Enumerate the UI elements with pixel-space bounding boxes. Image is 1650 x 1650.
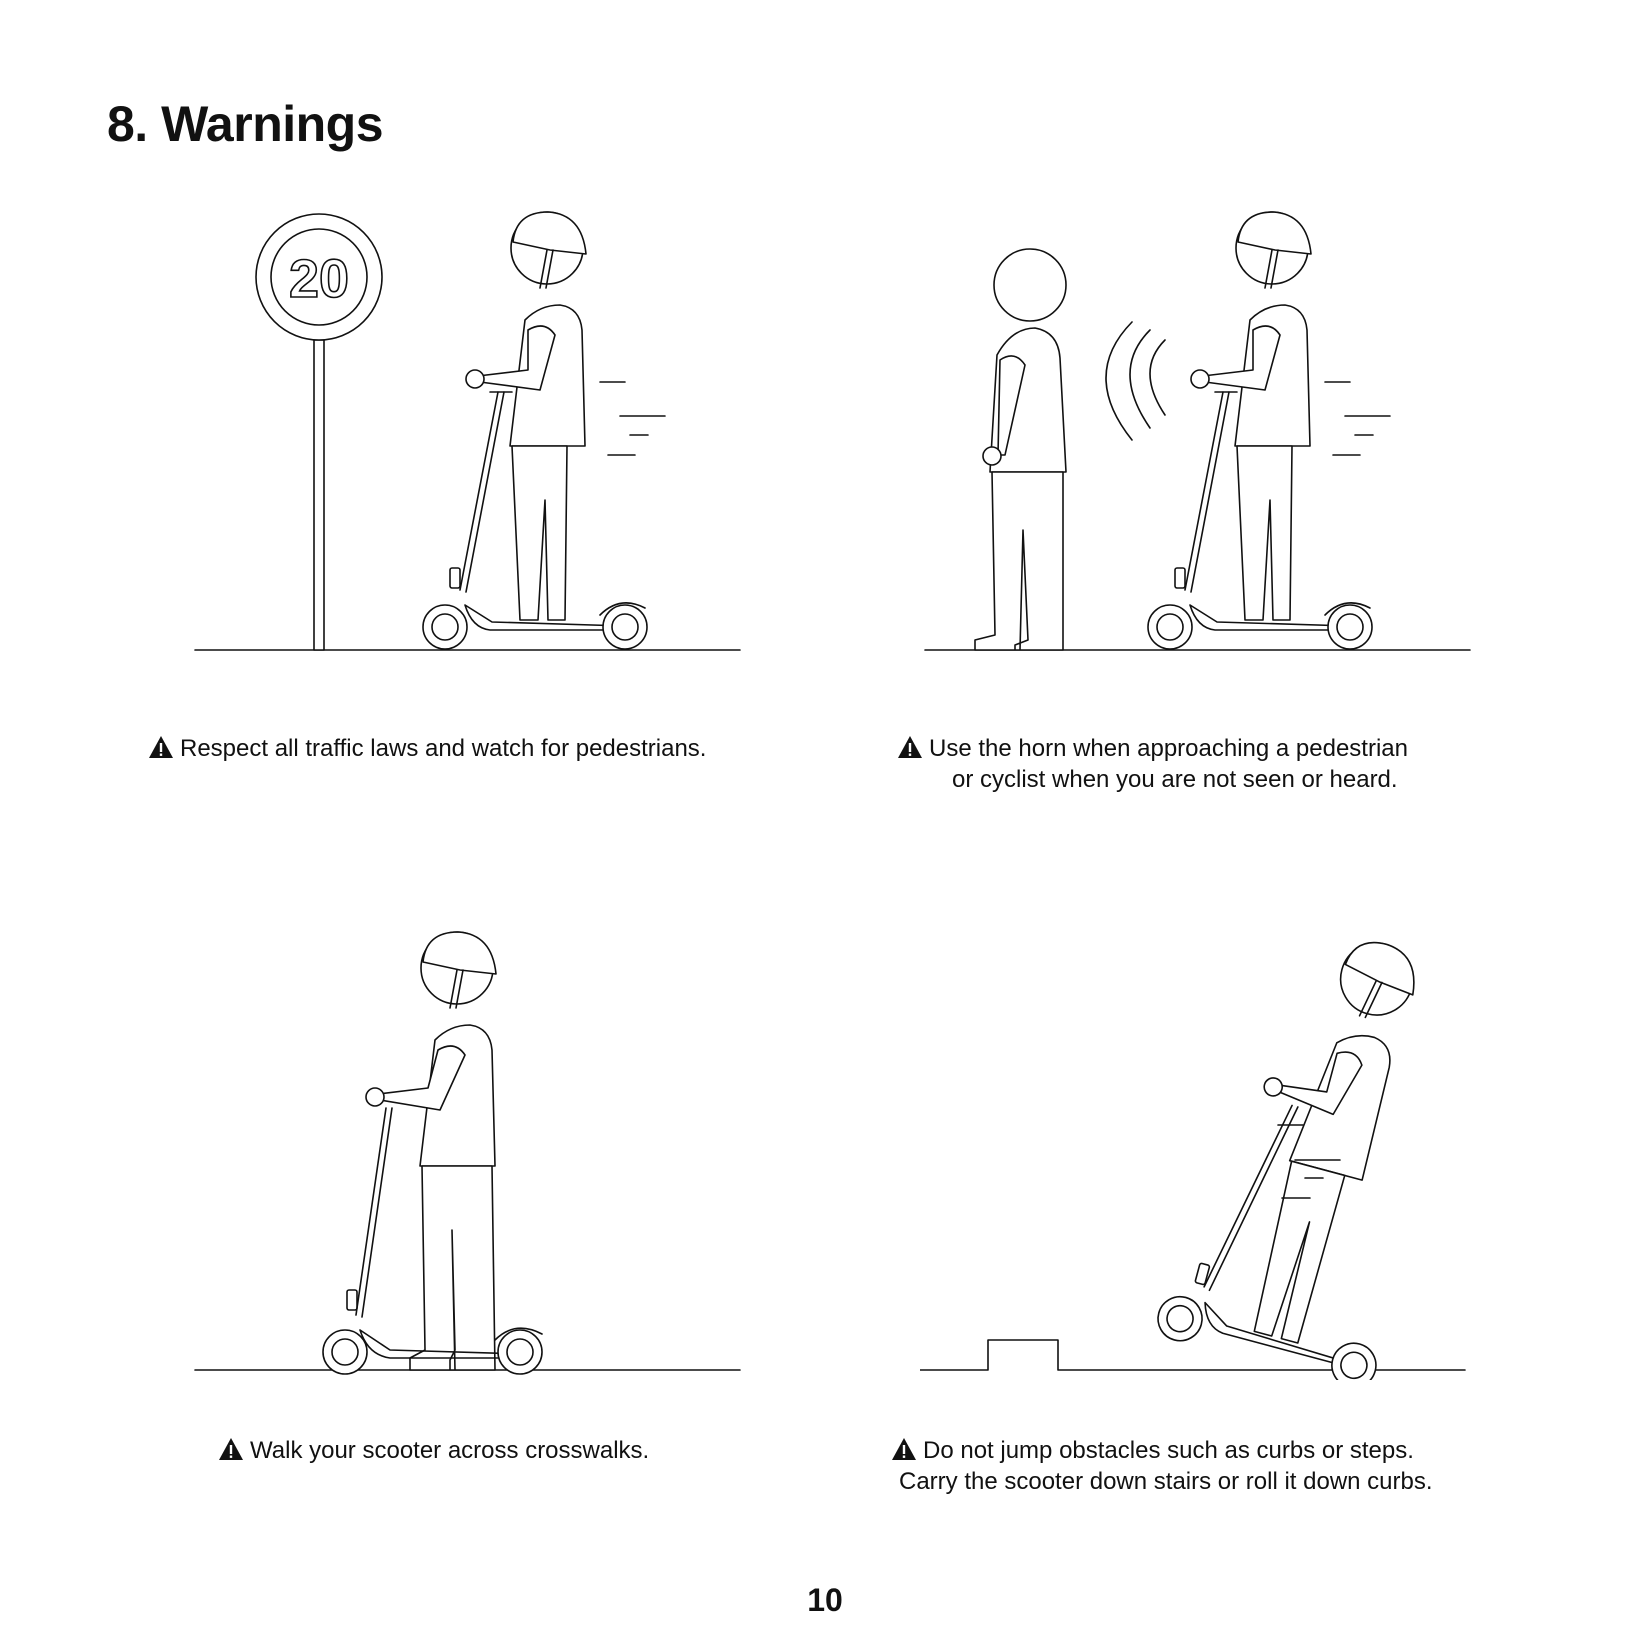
illustration-horn (920, 200, 1520, 670)
warning-icon (148, 735, 174, 759)
page-title: 8. Warnings (107, 96, 384, 152)
warning-icon (897, 735, 923, 759)
warning-text-line2: or cyclist when you are not seen or heard. (952, 766, 1398, 793)
warning-text-line2: Carry the scooter down stairs or roll it down curbs. (899, 1468, 1433, 1495)
warning-icon (218, 1437, 244, 1461)
warning-caption-horn (897, 733, 1408, 795)
page-number: 10 (807, 1582, 843, 1618)
warning-text: Respect all traffic laws and watch for pedestrians. (180, 735, 707, 762)
rider-figure (1202, 923, 1424, 1348)
rider-figure (466, 212, 665, 620)
warning-caption-traffic (148, 733, 706, 764)
warning-text: Do not jump obstacles such as curbs or steps. (923, 1437, 1414, 1464)
pedestrian-figure (975, 249, 1066, 650)
warning-text: Use the horn when approaching a pedestrian (929, 735, 1408, 762)
warning-icon (891, 1437, 917, 1461)
illustration-crosswalk (190, 910, 790, 1380)
horn-sound-waves (1106, 322, 1165, 440)
speed-limit-value: 20 (288, 249, 350, 309)
speed-limit-sign (256, 214, 382, 650)
warning-caption-curb (891, 1435, 1433, 1497)
illustration-traffic-laws (190, 200, 790, 670)
rider-figure (1191, 212, 1390, 620)
warning-text: Walk your scooter across crosswalks. (250, 1437, 650, 1464)
illustration-curb (920, 910, 1520, 1380)
warning-caption-crosswalk (218, 1435, 649, 1466)
